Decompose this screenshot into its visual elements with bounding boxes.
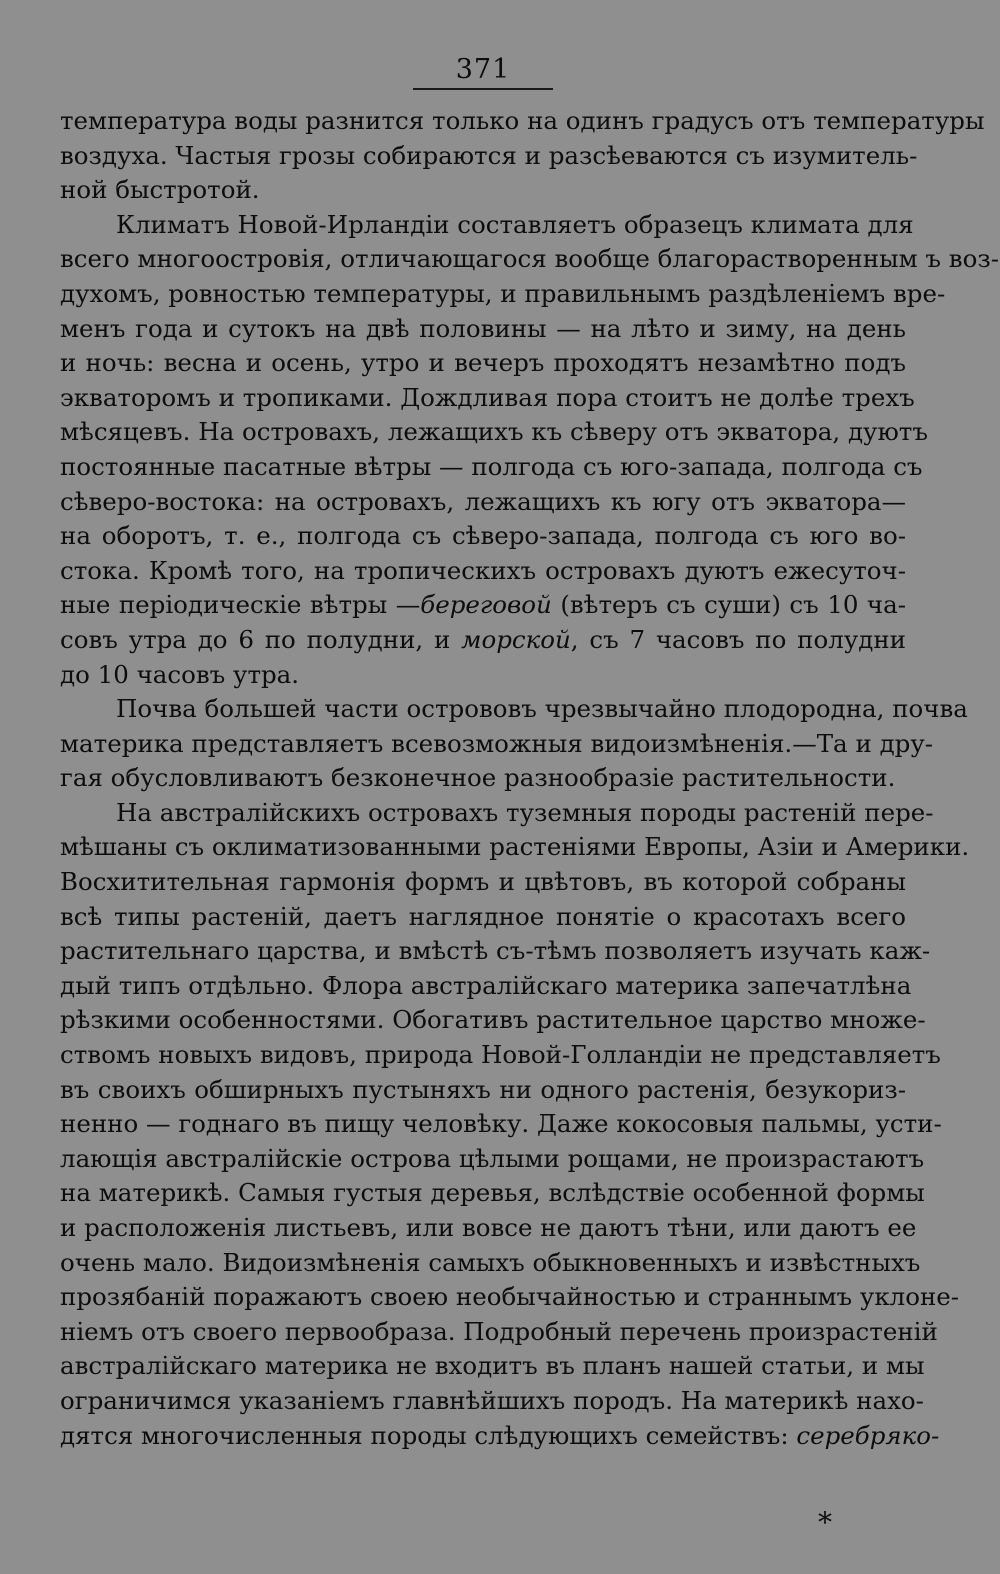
italic-word: серебряко- (796, 1420, 940, 1450)
paragraph-1 (60, 104, 985, 208)
text-line: экваторомъ и тропиками. Дождливая пора стоитъ не долѣе трехъ (60, 382, 915, 412)
text-line: и расположенія листьевъ, или вовсе не даютъ тѣни, или даютъ ее (60, 1213, 917, 1242)
text-line: мѣсяцевъ. На островахъ, лежащихъ къ сѣверу отъ экватора, дуютъ (60, 417, 928, 447)
text-line: гая обусловливаютъ безконечное разнообразіе растительности. (60, 763, 896, 793)
text-line: ствомъ новыхъ видовъ, природа Новой-Голландіи не представляетъ (60, 1040, 941, 1070)
text-line: менъ года и сутокъ на двѣ половины — на лѣто и зиму, на день (60, 313, 906, 343)
text-line-with-italic: совъ утра до 6 по полудни, и морской, съ 7 часовъ по полудни (60, 624, 906, 654)
paragraph-2 (60, 208, 999, 692)
paragraph-3 (60, 692, 968, 796)
text-line: духомъ, ровностью температуры, и правильнымъ раздѣленіемъ вре- (60, 278, 946, 308)
text-line: въ своихъ обширныхъ пустыняхъ ни одного растенія, безукориз- (60, 1074, 906, 1104)
text-line: сѣверо-востока: на островахъ, лежащихъ къ югу отъ экватора— (60, 486, 906, 516)
page-number: 371 (455, 54, 511, 85)
text-line: температура воды разнится только на одинъ градусъ отъ температуры (60, 106, 985, 135)
text-line: материка представляетъ всевозможныя видоизмѣненія.—Та и дру- (60, 728, 934, 758)
text-line: до 10 часовъ утра. (60, 659, 300, 689)
text-line: стока. Кромѣ того, на тропическихъ островахъ дуютъ ежесуточ- (60, 555, 906, 585)
text-line: дый типъ отдѣльно. Флора австралійскаго материка запечатлѣна (60, 970, 912, 1000)
text-line: прозябаній поражаютъ своею необычайностью и страннымъ уклоне- (60, 1282, 960, 1312)
text-line: лающія австралійскіе острова цѣлыми рощами, не произрастаютъ (60, 1143, 925, 1173)
text-line: Климатъ Новой-Ирландіи составляетъ образецъ климата для (116, 209, 914, 239)
text-line: постоянные пасатные вѣтры — полгода съ юго-запада, полгода съ (60, 451, 923, 481)
paragraph-4 (60, 796, 970, 1453)
text-line-with-italic: ные періодическіе вѣтры —береговой (вѣтеръ съ суши) съ 10 ча- (60, 590, 907, 620)
text-line: и ночь: весна и осень, утро и вечеръ проходятъ незамѣтно подъ (60, 348, 906, 378)
book-page (60, 52, 999, 1453)
text-line: на оборотъ, т. е., полгода съ сѣверо-запада, полгода съ юго во- (60, 521, 906, 551)
text-line: на материкѣ. Самыя густыя деревья, вслѣдствіе особенной формы (60, 1178, 925, 1208)
text-line: ограничимся указаніемъ главнѣйшихъ породъ. На материкѣ нахо- (60, 1385, 924, 1415)
page-number-rule (413, 88, 553, 90)
text-line: Восхитительная гармонія формъ и цвѣтовъ, въ которой собраны (60, 867, 906, 897)
text-line: ніемъ отъ своего первообраза. Подробный перечень произрастеній (60, 1316, 938, 1346)
text-line: австралійскаго материка не входитъ въ планъ нашей статьи, и мы (60, 1351, 925, 1381)
text-line: мѣшаны съ оклиматизованными растеніями Европы, Азіи и Америки. (60, 832, 970, 862)
text-line: рѣзкими особенностями. Обогативъ растительное царство множе- (60, 1005, 926, 1035)
text-line: ненно — годнаго въ пищу человѣку. Даже кокосовыя пальмы, усти- (60, 1109, 942, 1139)
text-line-with-italic: дятся многочисленныя породы слѣдующихъ семействъ: серебряко- (60, 1420, 940, 1450)
text-line: На австралійскихъ островахъ туземныя породы растеній пере- (116, 797, 934, 827)
text-line: всего многоостровія, отличающагося вообще благорастворенным ъ воз- (60, 244, 999, 274)
signature-mark: * (818, 1506, 832, 1539)
text-line: ной быстротой. (60, 175, 260, 205)
text-line: Почва большей части острововъ чрезвычайно плодородна, почва (116, 694, 968, 724)
text-line: очень мало. Видоизмѣненія самыхъ обыкновенныхъ и извѣстныхъ (60, 1247, 921, 1277)
text-line: воздуха. Частыя грозы собираются и разсѣеваются съ изумитель- (60, 140, 918, 170)
text-line: растительнаго царства, и вмѣстѣ съ-тѣмъ позволяетъ изучать каж- (60, 936, 931, 966)
text-line: всѣ типы растеній, даетъ наглядное понятіе о красотахъ всего (60, 901, 906, 931)
italic-word: береговой (420, 590, 552, 620)
italic-word: морской (461, 624, 571, 654)
